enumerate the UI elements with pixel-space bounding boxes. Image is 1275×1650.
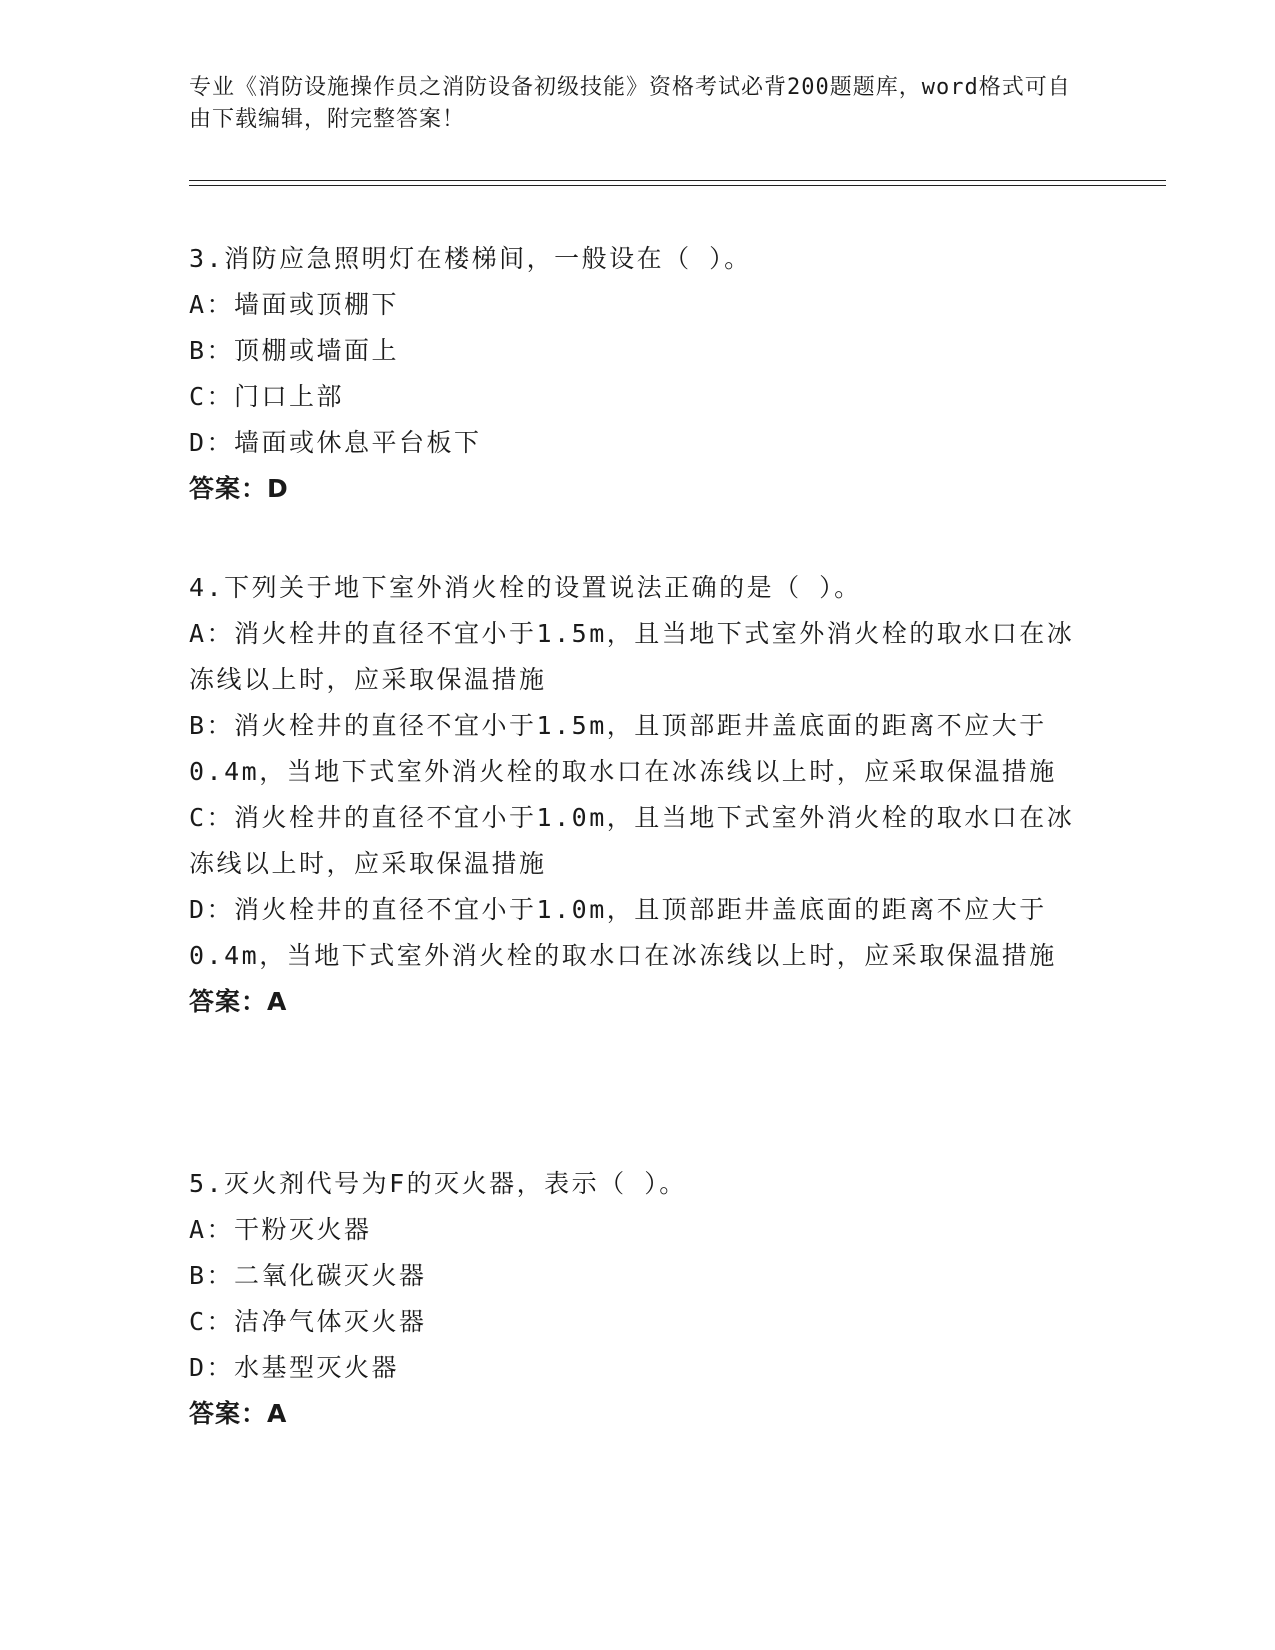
- header-rule-top: [189, 180, 1166, 181]
- question-stem: 5.灭火剂代号为F的灭火器，表示（ ）。: [189, 1169, 687, 1198]
- question-stem: 3.消防应急照明灯在楼梯间，一般设在（ ）。: [189, 244, 752, 273]
- question-4: [189, 565, 1089, 1025]
- option-b: B：二氧化碳灭火器: [189, 1261, 427, 1290]
- option-d: D：消火栓井的直径不宜小于1.0m，且顶部距井盖底面的距离不应大于0.4m，当地下式室外消火栓的取水口在冰冻线以上时，应采取保温措施: [189, 895, 1057, 970]
- question-5: [189, 1161, 1089, 1437]
- option-c: C：门口上部: [189, 382, 345, 411]
- option-c: C：消火栓井的直径不宜小于1.0m，且当地下式室外消火栓的取水口在冰冻线以上时，应采取保温措施: [189, 803, 1075, 878]
- option-b: B：顶棚或墙面上: [189, 336, 400, 365]
- header-rule-bottom: [189, 185, 1166, 186]
- answer-label: 答案：D: [189, 474, 289, 503]
- option-a: A：干粉灭火器: [189, 1215, 372, 1244]
- option-d: D：水基型灭火器: [189, 1353, 400, 1382]
- answer-label: 答案：A: [189, 1399, 288, 1428]
- answer-label: 答案：A: [189, 987, 288, 1016]
- option-c: C：洁净气体灭火器: [189, 1307, 427, 1336]
- option-d: D：墙面或休息平台板下: [189, 428, 482, 457]
- option-a: A：墙面或顶棚下: [189, 290, 400, 319]
- question-stem: 4.下列关于地下室外消火栓的设置说法正确的是（ ）。: [189, 573, 862, 602]
- option-b: B：消火栓井的直径不宜小于1.5m，且顶部距井盖底面的距离不应大于0.4m，当地下式室外消火栓的取水口在冰冻线以上时，应采取保温措施: [189, 711, 1057, 786]
- option-a: A：消火栓井的直径不宜小于1.5m，且当地下式室外消火栓的取水口在冰冻线以上时，应采取保温措施: [189, 619, 1075, 694]
- question-3: [189, 236, 1089, 512]
- page-header: 专业《消防设施操作员之消防设备初级技能》资格考试必背200题题库，word格式可自由下载编辑，附完整答案！: [189, 75, 1071, 132]
